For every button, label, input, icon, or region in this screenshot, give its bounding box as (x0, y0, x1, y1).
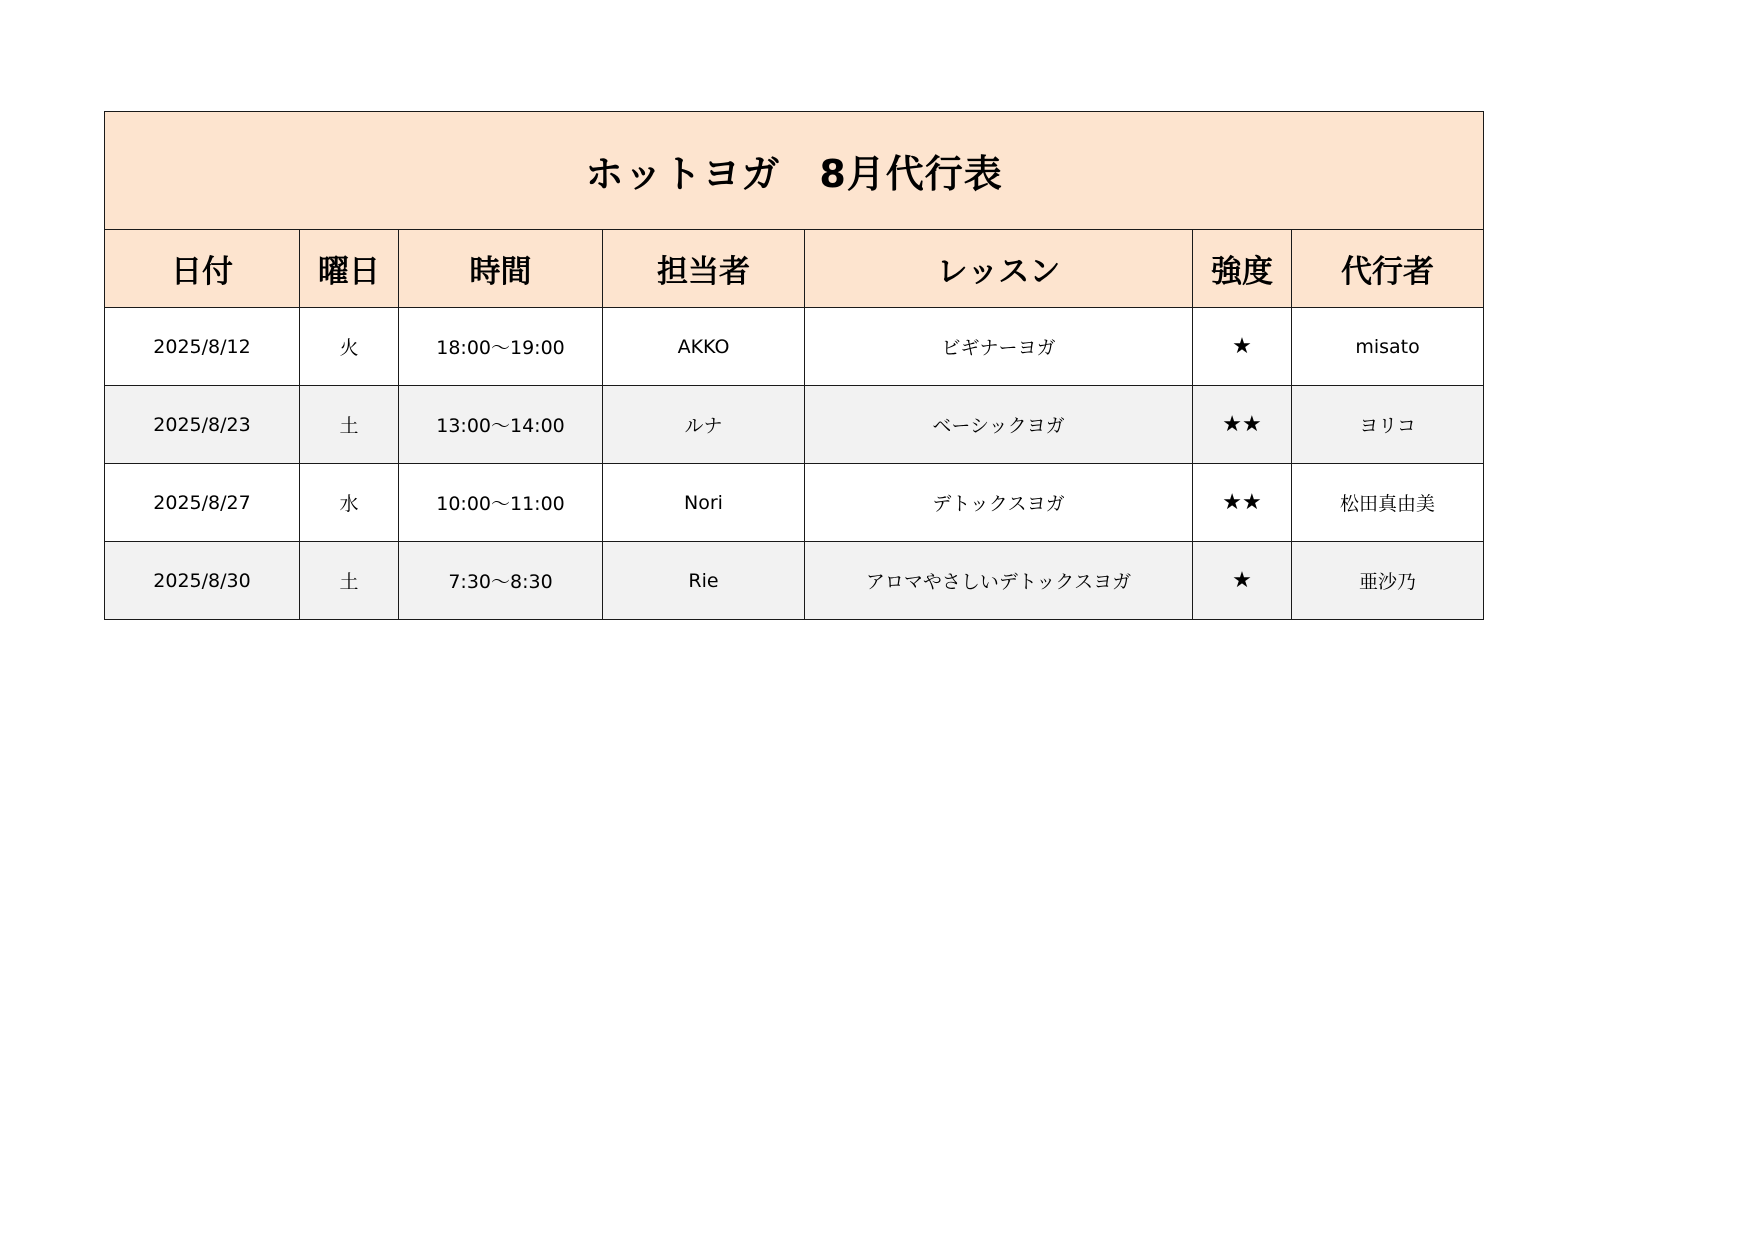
intensity-cell: ★★ (1193, 464, 1292, 542)
instructor-cell: AKKO (603, 308, 805, 386)
table-row (105, 308, 1484, 386)
instructor-cell: Nori (603, 464, 805, 542)
column-header-date: 日付 (105, 230, 300, 308)
lesson-cell: アロマやさしいデトックスヨガ (805, 542, 1193, 620)
weekday-cell: 火 (300, 308, 399, 386)
intensity-cell: ★ (1193, 542, 1292, 620)
intensity-cell: ★ (1193, 308, 1292, 386)
lesson-cell: ベーシックヨガ (805, 386, 1193, 464)
header-row (105, 230, 1484, 308)
date-cell: 2025/8/30 (105, 542, 300, 620)
time-cell: 13:00〜14:00 (399, 386, 603, 464)
column-header-time: 時間 (399, 230, 603, 308)
table-row (105, 542, 1484, 620)
date-cell: 2025/8/12 (105, 308, 300, 386)
substitute-cell: 松田真由美 (1292, 464, 1484, 542)
weekday-cell: 土 (300, 386, 399, 464)
substitute-cell: ヨリコ (1292, 386, 1484, 464)
substitute-cell: misato (1292, 308, 1484, 386)
weekday-cell: 土 (300, 542, 399, 620)
table-row (105, 464, 1484, 542)
date-cell: 2025/8/27 (105, 464, 300, 542)
column-header-weekday: 曜日 (300, 230, 399, 308)
column-header-instructor: 担当者 (603, 230, 805, 308)
column-header-substitute: 代行者 (1292, 230, 1484, 308)
time-cell: 10:00〜11:00 (399, 464, 603, 542)
time-cell: 18:00〜19:00 (399, 308, 603, 386)
substitute-schedule-table (104, 111, 1484, 620)
lesson-cell: デトックスヨガ (805, 464, 1193, 542)
intensity-cell: ★★ (1193, 386, 1292, 464)
substitute-cell: 亜沙乃 (1292, 542, 1484, 620)
date-cell: 2025/8/23 (105, 386, 300, 464)
column-header-lesson: レッスン (805, 230, 1193, 308)
table-title: ホットヨガ 8月代行表 (105, 112, 1484, 230)
weekday-cell: 水 (300, 464, 399, 542)
instructor-cell: Rie (603, 542, 805, 620)
time-cell: 7:30〜8:30 (399, 542, 603, 620)
table-row (105, 386, 1484, 464)
column-header-intensity: 強度 (1193, 230, 1292, 308)
lesson-cell: ビギナーヨガ (805, 308, 1193, 386)
instructor-cell: ルナ (603, 386, 805, 464)
